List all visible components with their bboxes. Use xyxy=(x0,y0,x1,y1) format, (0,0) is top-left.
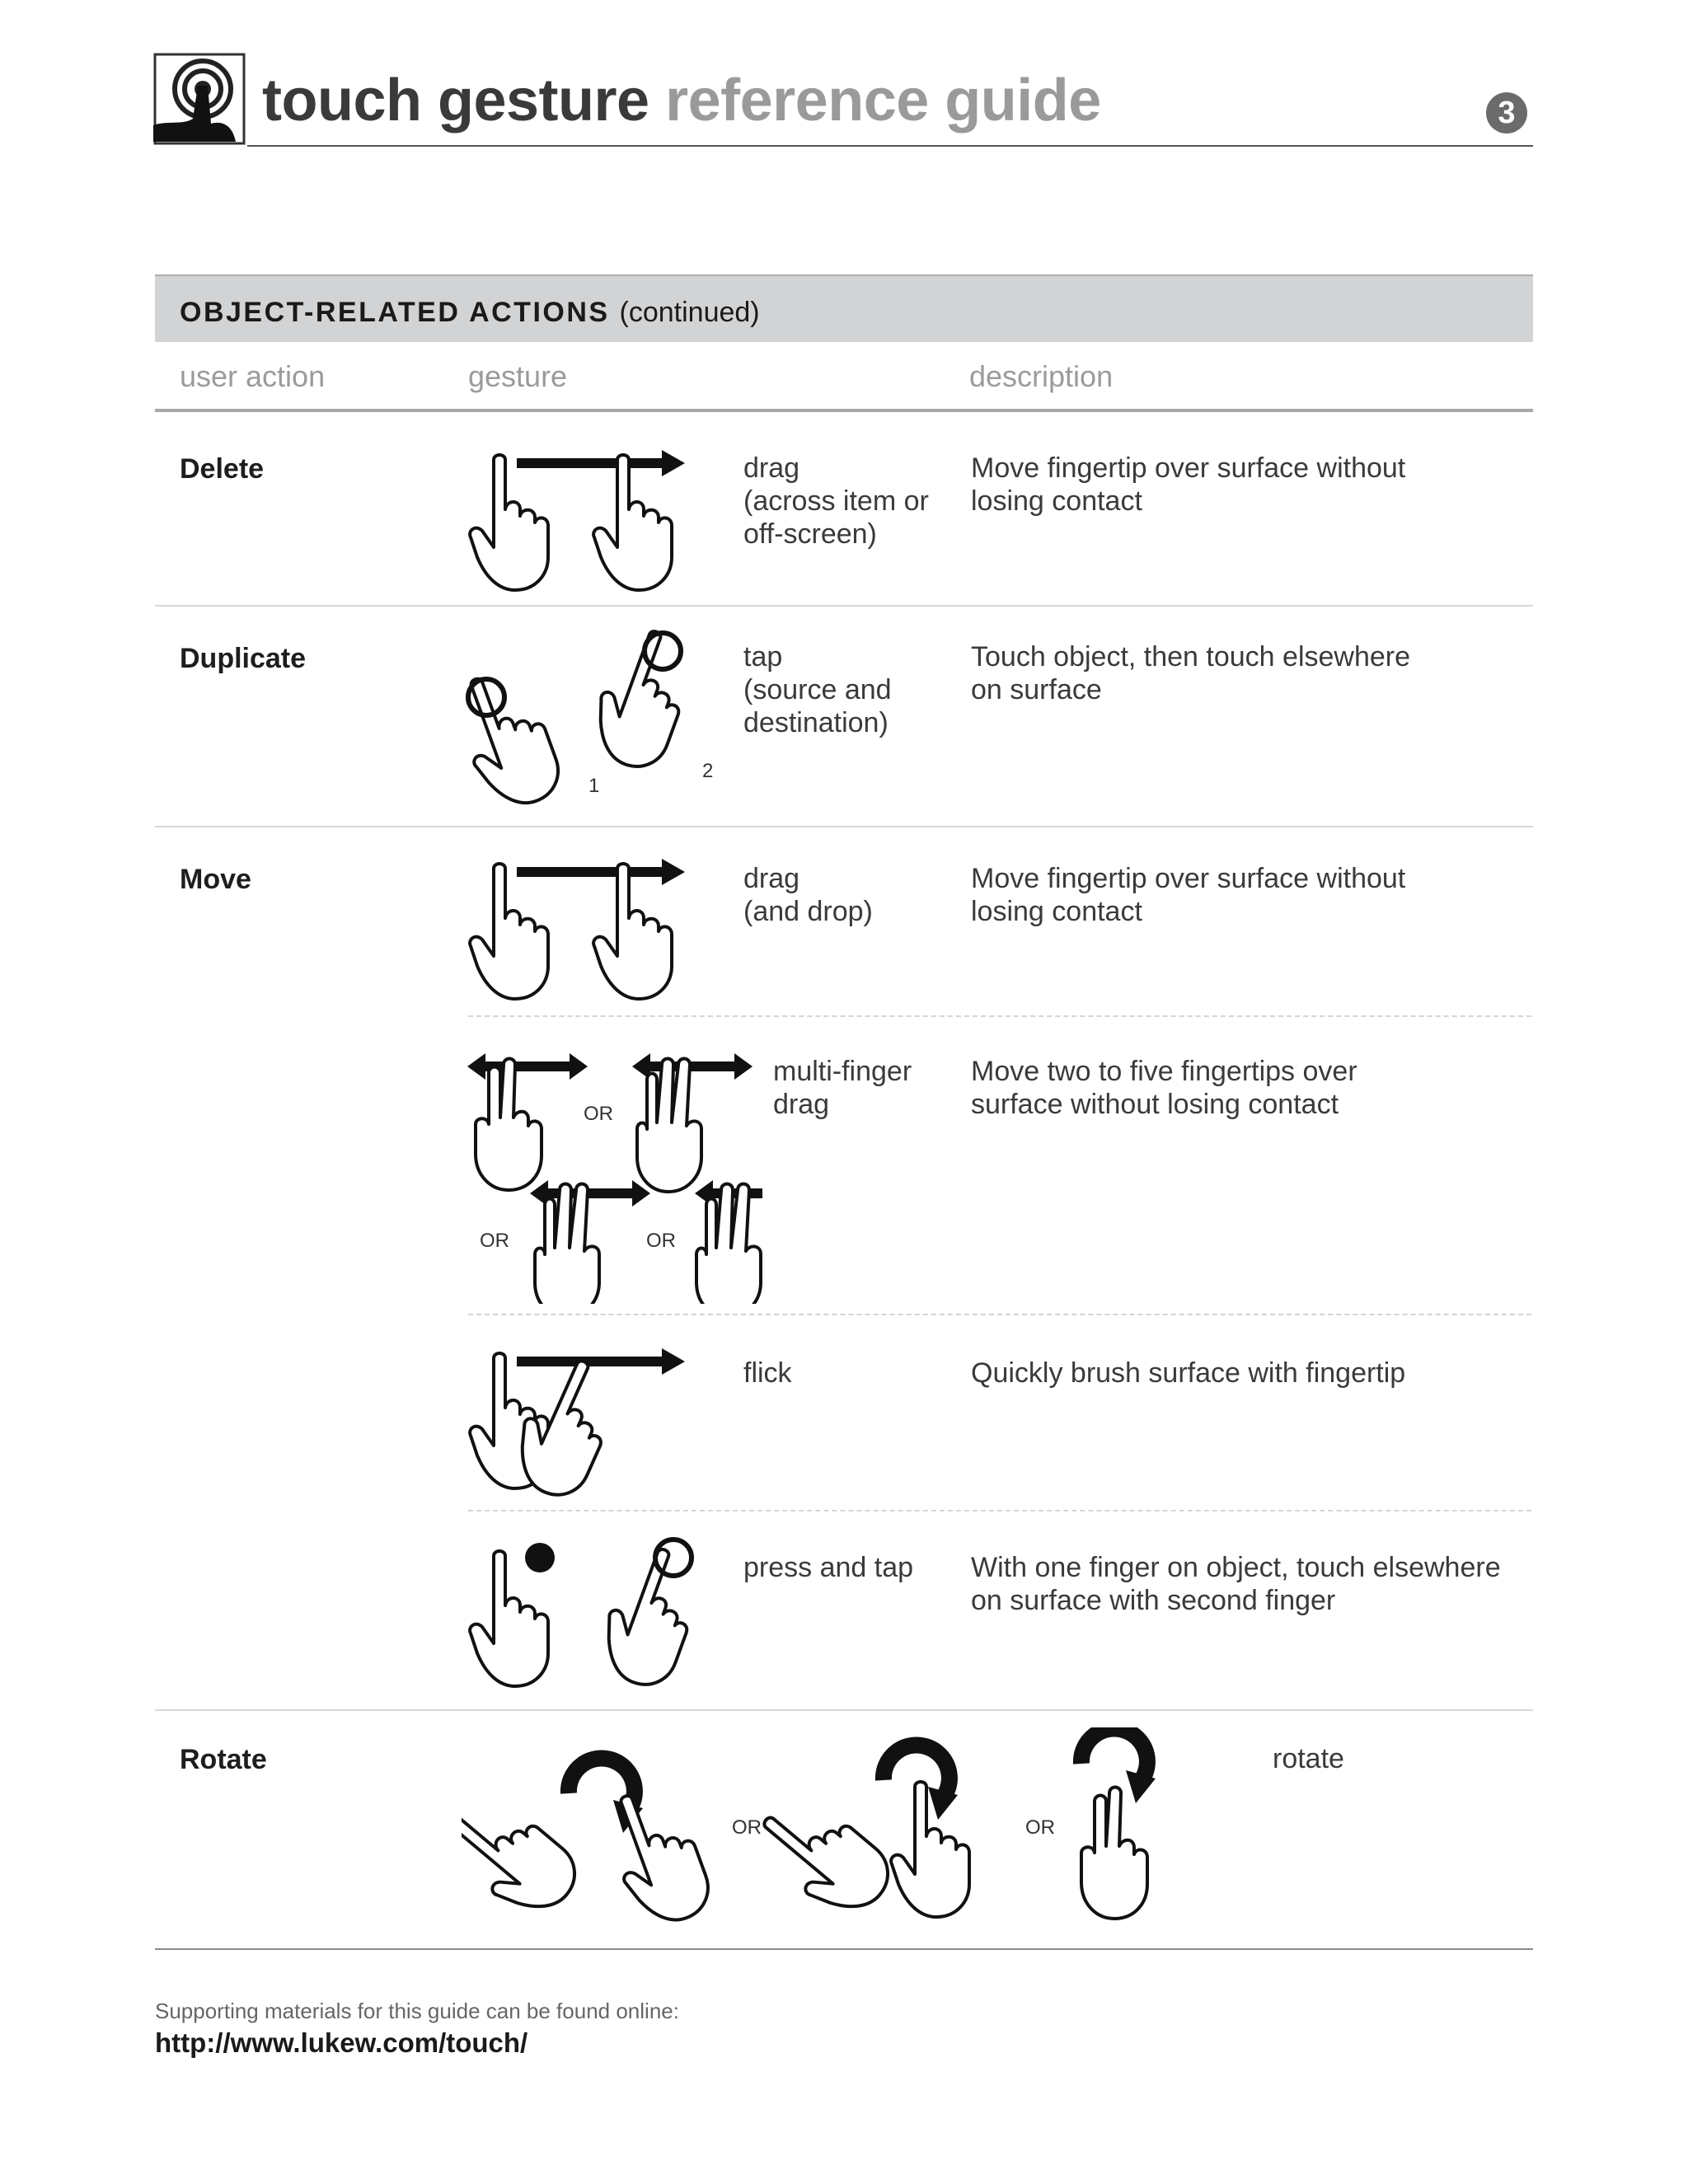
title-main: touch gesture xyxy=(262,68,649,134)
gesture-duplicate: tap (source and destination) xyxy=(743,641,892,738)
rotate-gesture-icon xyxy=(462,1727,1203,1925)
description-duplicate: Touch object, then touch elsewhere on surface xyxy=(971,641,1411,705)
flick-gesture-icon xyxy=(466,1342,688,1498)
action-rotate: Rotate xyxy=(180,1744,267,1775)
column-header-gesture: gesture xyxy=(468,359,568,393)
touch-logo-icon xyxy=(153,53,246,145)
column-header-user-action: user action xyxy=(180,359,326,393)
footer-url-link[interactable]: http://www.lukew.com/touch/ xyxy=(155,2027,528,2058)
step-label-2: 2 xyxy=(702,760,714,782)
description-flick: Quickly brush surface with fingertip xyxy=(971,1357,1406,1389)
section-title xyxy=(180,297,760,329)
row-divider xyxy=(155,605,1533,607)
table-bottom-divider xyxy=(155,1948,1533,1950)
description-multi-finger-drag: Move two to five fingertips over surface without losing contact xyxy=(971,1056,1357,1120)
page-number-badge: 3 xyxy=(1486,92,1527,134)
gesture-move-drag: drag (and drop) xyxy=(743,863,873,927)
drag-and-drop-gesture-icon xyxy=(466,854,688,1002)
subrow-divider xyxy=(468,1510,1531,1511)
or-label: OR xyxy=(646,1230,676,1252)
gesture-press-and-tap: press and tap xyxy=(743,1552,914,1583)
or-label: OR xyxy=(480,1230,509,1252)
gesture-delete: drag (across item or off-screen) xyxy=(743,452,929,550)
action-delete: Delete xyxy=(180,453,265,485)
column-header-divider xyxy=(155,409,1533,412)
title-sub: reference guide xyxy=(665,68,1101,134)
section-title-text: OBJECT-RELATED ACTIONS xyxy=(180,297,610,328)
section-continued: (continued) xyxy=(619,297,760,328)
press-and-tap-gesture-icon xyxy=(466,1533,729,1690)
drag-gesture-icon xyxy=(466,445,688,593)
or-label: OR xyxy=(1025,1816,1055,1839)
gesture-flick: flick xyxy=(743,1357,792,1389)
description-move-drag: Move fingertip over surface without losing contact xyxy=(971,863,1406,927)
subrow-divider xyxy=(468,1015,1531,1017)
footer-note: Supporting materials for this guide can be found online: xyxy=(155,1999,679,2023)
row-divider xyxy=(155,1709,1533,1711)
row-divider xyxy=(155,826,1533,827)
action-duplicate: Duplicate xyxy=(180,643,307,674)
multi-finger-drag-gesture-icon xyxy=(466,1040,762,1304)
gesture-rotate: rotate xyxy=(1273,1743,1344,1774)
page-title xyxy=(262,68,1101,134)
action-move: Move xyxy=(180,864,251,895)
description-delete: Move fingertip over surface without losing contact xyxy=(971,452,1406,517)
subrow-divider xyxy=(468,1314,1531,1315)
or-label: OR xyxy=(584,1103,613,1125)
gesture-multi-finger-drag: multi-finger drag xyxy=(773,1056,912,1120)
step-label-1: 1 xyxy=(588,775,600,797)
column-header-description: description xyxy=(969,359,1114,393)
or-label: OR xyxy=(732,1816,762,1839)
header-divider xyxy=(247,145,1533,147)
description-press-and-tap: With one finger on object, touch elsewhere on surface with second finger xyxy=(971,1552,1501,1616)
